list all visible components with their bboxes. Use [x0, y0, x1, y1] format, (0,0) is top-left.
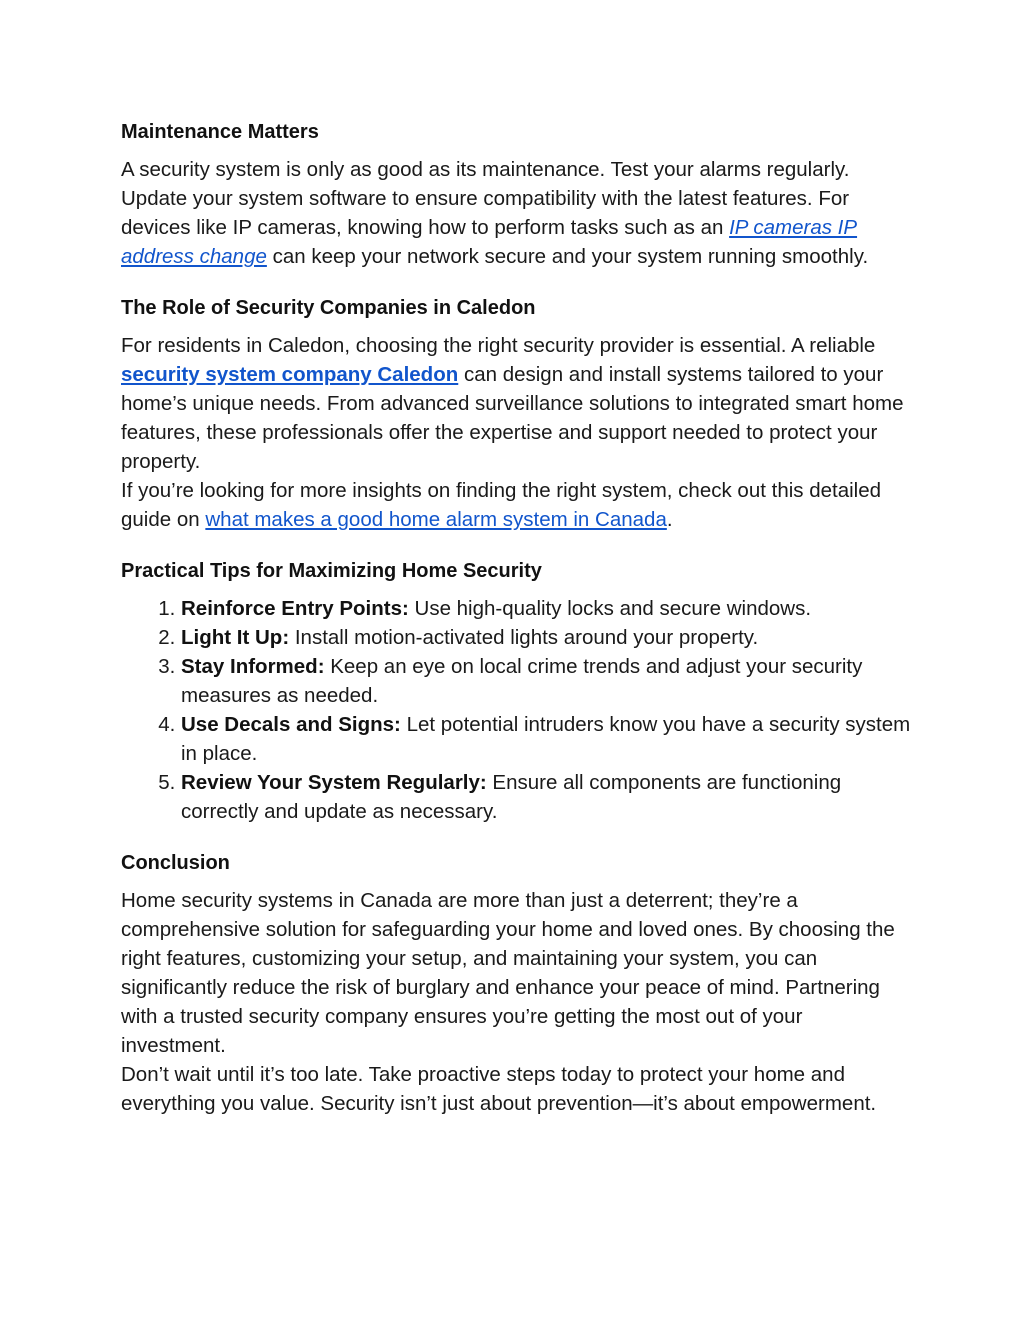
heading-maintenance: Maintenance Matters	[121, 121, 319, 143]
tips-list	[121, 594, 911, 826]
section-tips	[121, 556, 911, 826]
tip-label: Review Your System Regularly:	[181, 771, 487, 794]
tip-text: Install motion-activated lights around your property.	[289, 626, 759, 649]
link-security-system-company-caledon[interactable]: security system company Caledon	[121, 363, 459, 386]
paragraph-text: can keep your network secure and your system running smoothly.	[266, 245, 869, 268]
paragraph-conclusion-1: Home security systems in Canada are more than just a deterrent; they’re a comprehensive solution for safeguarding your home and loved ones. By choosing the right features, customizing your setup, and maintaining your system, you can significantly reduce the risk of burglary and enhance your peace of mind. Partnering with a trusted security company ensures you’re getting the most out of your investment.	[121, 889, 895, 1057]
tip-label: Reinforce Entry Points:	[181, 597, 409, 620]
heading-tips: Practical Tips for Maximizing Home Security	[121, 560, 542, 582]
section-conclusion	[121, 848, 911, 1118]
list-item	[181, 623, 911, 652]
section-caledon	[121, 293, 911, 534]
paragraph-conclusion-2: Don’t wait until it’s too late. Take proactive steps today to protect your home and everything you value. Security isn’t just about prevention—it’s about empowerment.	[121, 1063, 877, 1115]
heading-caledon: The Role of Security Companies in Caledon	[121, 297, 536, 319]
tip-label: Use Decals and Signs:	[181, 713, 401, 736]
tip-label: Light It Up:	[181, 626, 290, 649]
paragraph-text: If you’re looking for more insights on finding the right system, check out this detailed guide on	[121, 479, 882, 531]
list-item	[181, 768, 911, 826]
paragraph-text: .	[666, 508, 673, 531]
list-item	[181, 652, 911, 710]
tip-text: Use high-quality locks and secure windows.	[408, 597, 812, 620]
paragraph-caledon-1	[121, 331, 911, 476]
heading-conclusion: Conclusion	[121, 852, 230, 874]
paragraph-text: can design and install systems tailored to your home’s unique needs. From advanced surveillance solutions to integrated smart home features, these professionals offer the expertise and support needed to protect your property.	[121, 363, 904, 473]
paragraph-maintenance	[121, 155, 911, 271]
section-maintenance	[121, 117, 911, 271]
link-good-home-alarm-system-canada[interactable]: what makes a good home alarm system in Canada	[205, 508, 667, 531]
paragraph-caledon-2	[121, 476, 911, 534]
tip-text: Let potential intruders know you have a security system in place.	[181, 713, 911, 765]
tip-text: Ensure all components are functioning correctly and update as necessary.	[181, 771, 842, 823]
paragraph-text: A security system is only as good as its maintenance. Test your alarms regularly. Update your system software to ensure compatibility with the latest features. For devices like IP cameras, knowing how to perform tasks such as an	[121, 158, 850, 239]
tip-text: Keep an eye on local crime trends and adjust your security measures as needed.	[181, 655, 863, 707]
document-page	[121, 117, 911, 1140]
list-item	[181, 710, 911, 768]
link-ip-camera-address-change[interactable]: IP cameras IP address change	[121, 216, 858, 268]
paragraph-text: For residents in Caledon, choosing the right security provider is essential. A reliable	[121, 334, 876, 357]
list-item	[181, 594, 911, 623]
tip-label: Stay Informed:	[181, 655, 325, 678]
